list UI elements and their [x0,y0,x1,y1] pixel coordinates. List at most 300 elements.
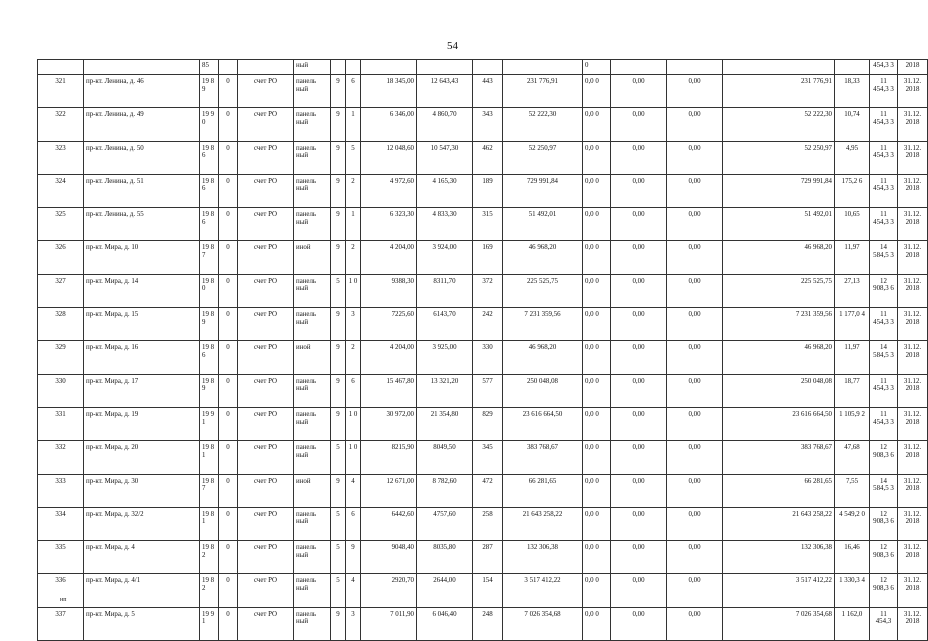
cell-area2: 10 547,30 [417,141,473,174]
cell-ent: 6 [346,75,361,108]
cell-cost: 23 616 664,50 [503,407,583,440]
cell-date: 31.12. 2018 [898,507,928,540]
cell-date: 31.12. 2018 [898,441,928,474]
cell-year: 19 81 [200,441,219,474]
cell-wall: панель ный [294,108,331,141]
cell-floors: 9 [331,141,346,174]
cell-area2: 21 354,80 [417,407,473,440]
cell-total: 132 306,38 [723,541,835,574]
cell-p-c: 0,00 [667,174,723,207]
cell-p-c: 0,00 [667,574,723,607]
cell-limit: 11 454,3 3 [870,407,898,440]
cell-n0: 0 [219,474,238,507]
cell-p-a: 0,0 0 [583,241,611,274]
cell-p-b: 0,00 [611,108,667,141]
cell-num: 334 [38,507,84,540]
cell-people: 169 [473,241,503,274]
table-row [38,407,928,440]
cell-area: 6 323,30 [361,208,417,241]
cell-year: 19 86 [200,341,219,374]
cell-spec: 18,77 [835,374,870,407]
cell-date: 31.12. 2018 [898,341,928,374]
cell-total: 51 492,01 [723,208,835,241]
cell-p-a: 0,0 0 [583,574,611,607]
cell-p-a: 0,0 0 [583,174,611,207]
cell-people: 330 [473,341,503,374]
cell-n0: 0 [219,574,238,607]
cell-p-a: 0,0 0 [583,474,611,507]
cell-people: 248 [473,607,503,640]
cell-fund: счет РО [238,474,294,507]
cell-limit: 14 584,5 3 [870,474,898,507]
cell-num: 326 [38,241,84,274]
cell-addr: пр-кт. Ленина, д. 50 [84,141,200,174]
cell-cost: 250 048,08 [503,374,583,407]
cell-area: 9388,30 [361,274,417,307]
cell-floors: 9 [331,108,346,141]
cell-ent: 1 [346,208,361,241]
cell-wall: панель ный [294,507,331,540]
cell-area: 12 671,00 [361,474,417,507]
cell-cost: 52 222,30 [503,108,583,141]
cell-p-b: 0,00 [611,241,667,274]
cell-limit: 12 908,3 6 [870,441,898,474]
cell-p-b: 0,00 [611,274,667,307]
table-row [38,374,928,407]
cell-p-a: 0,0 0 [583,208,611,241]
cell-num: 336 [38,574,84,607]
cell-people: 443 [473,75,503,108]
cell-area2: 8035,80 [417,541,473,574]
cell-wall: панель ный [294,441,331,474]
cell-p-c: 0,00 [667,75,723,108]
cell-year: 19 91 [200,407,219,440]
cell-p-a: 0,0 0 [583,374,611,407]
cell-area2: 8049,50 [417,441,473,474]
cell-p-a: 0,0 0 [583,274,611,307]
cell-ent: 4 [346,574,361,607]
cell-area2: 4757,60 [417,507,473,540]
cell-date: 31.12. 2018 [898,541,928,574]
table-row [38,341,928,374]
cell-floors: 9 [331,75,346,108]
cell-fund: счет РО [238,75,294,108]
cell-year: 19 90 [200,108,219,141]
cell-fund: счет РО [238,441,294,474]
cell-addr: пр-кт. Ленина, д. 49 [84,108,200,141]
cell-cost: 51 492,01 [503,208,583,241]
cell-p-a: 0,0 0 [583,441,611,474]
cell-total: 52 222,30 [723,108,835,141]
cell-ent: 1 0 [346,407,361,440]
cell-total: 46 968,20 [723,341,835,374]
cell-people: 242 [473,308,503,341]
cell-year: 19 89 [200,374,219,407]
cell-people: 462 [473,141,503,174]
table-row [38,241,928,274]
cell-year: 19 86 [200,208,219,241]
cell-total: 66 281,65 [723,474,835,507]
cell-area: 4 204,00 [361,341,417,374]
cell-total: 729 991,84 [723,174,835,207]
cell-spec: 4,95 [835,141,870,174]
cell-p-a: 0,0 0 [583,541,611,574]
cell-p-a: 0,0 0 [583,75,611,108]
cell-num: 321 [38,75,84,108]
cell-p-b: 0,00 [611,308,667,341]
cell-n0: 0 [219,208,238,241]
cell-people: 577 [473,374,503,407]
cell-people: 154 [473,574,503,607]
cell-p-b: 0,00 [611,174,667,207]
cell-limit: 11 454,3 3 [870,75,898,108]
cell-wall: панель ный [294,607,331,640]
cell-limit: 11 454,3 3 [870,141,898,174]
cell-p-c: 0,00 [667,241,723,274]
cell-limit: 12 908,3 6 [870,507,898,540]
cell-year: 19 87 [200,241,219,274]
cell-floors: 9 [331,308,346,341]
cell-area2: 2644,00 [417,574,473,607]
cell-limit: 14 584,5 3 [870,341,898,374]
cell-date: 31.12. 2018 [898,374,928,407]
cell-cost: 729 991,84 [503,174,583,207]
cell-fund: счет РО [238,574,294,607]
cell-date: 31.12. 2018 [898,241,928,274]
cell-floors: 5 [331,507,346,540]
cell-area2: 12 643,43 [417,75,473,108]
cell-ent: 4 [346,474,361,507]
cell-spec: 1 105,9 2 [835,407,870,440]
cell-addr: пр-кт. Мира, д. 14 [84,274,200,307]
cell-fund: счет РО [238,208,294,241]
cell-spec: 11,97 [835,241,870,274]
cell-year: 19 82 [200,574,219,607]
cell-area2: 4 860,70 [417,108,473,141]
cell-fund: счет РО [238,607,294,640]
table-row [38,108,928,141]
cell-n0: 0 [219,108,238,141]
cell-n0: 0 [219,75,238,108]
cell-ent: 1 [346,108,361,141]
cell-num: 335 [38,541,84,574]
cell-num: 328 [38,308,84,341]
cell-floors: 5 [331,274,346,307]
housing-table [37,59,928,641]
cell-area: 6 346,00 [361,108,417,141]
cell-num: 327 [38,274,84,307]
cell-cost: 46 968,20 [503,241,583,274]
table-row [38,75,928,108]
cell-n0: 0 [219,174,238,207]
cell-date: 31.12. 2018 [898,174,928,207]
cell-p-a: 0 [583,60,611,75]
cell-ent: 1 0 [346,274,361,307]
cell-area2: 6 046,40 [417,607,473,640]
cell-floors: 9 [331,208,346,241]
cell-limit: 11 454,3 [870,607,898,640]
cell-floors: 9 [331,407,346,440]
cell-addr: пр-кт. Мира, д. 4 [84,541,200,574]
cell-year: 19 80 [200,274,219,307]
cell-limit: 454,3 3 [870,60,898,75]
cell-cost: 3 517 412,22 [503,574,583,607]
cell-floors: 9 [331,341,346,374]
cell-p-c: 0,00 [667,341,723,374]
cell-floors: 5 [331,574,346,607]
cell-cost: 46 968,20 [503,341,583,374]
cell-ent: 2 [346,241,361,274]
cell-wall: панель ный [294,75,331,108]
cell-area: 7 011,90 [361,607,417,640]
cell-p-c: 0,00 [667,474,723,507]
cell-area2: 3 924,00 [417,241,473,274]
cell-spec: 16,46 [835,541,870,574]
cell-ent: 9 [346,541,361,574]
cell-area: 2920,70 [361,574,417,607]
cell-year: 19 86 [200,141,219,174]
table-row [38,141,928,174]
cell-p-c: 0,00 [667,607,723,640]
cell-addr: пр-кт. Мира, д. 30 [84,474,200,507]
cell-cost: 231 776,91 [503,75,583,108]
cell-n0: 0 [219,374,238,407]
cell-limit: 11 454,3 3 [870,208,898,241]
cell-cost: 7 231 359,56 [503,308,583,341]
cell-area2: 4 833,30 [417,208,473,241]
cell-p-a: 0,0 0 [583,308,611,341]
cell-people: 345 [473,441,503,474]
cell-wall: панель ный [294,407,331,440]
cell-fund: счет РО [238,507,294,540]
cell-date: 31.12. 2018 [898,474,928,507]
cell-p-a: 0,0 0 [583,607,611,640]
cell-wall: панель ный [294,374,331,407]
cell-num: 323 [38,141,84,174]
table-row-partial [38,60,928,75]
cell-p-c: 0,00 [667,141,723,174]
cell-cost: 383 768,67 [503,441,583,474]
cell-wall: панель ный [294,541,331,574]
cell-area: 4 972,60 [361,174,417,207]
cell-p-b: 0,00 [611,341,667,374]
cell-num: 325 [38,208,84,241]
cell-year: 19 89 [200,308,219,341]
cell-p-c: 0,00 [667,541,723,574]
cell-date: 31.12. 2018 [898,141,928,174]
cell-p-a: 0,0 0 [583,141,611,174]
cell-p-c: 0,00 [667,507,723,540]
cell-n0: 0 [219,407,238,440]
cell-addr: пр-кт. Мира, д. 17 [84,374,200,407]
cell-num: 337 [38,607,84,640]
cell-total: 383 768,67 [723,441,835,474]
cell-limit: 11 454,3 3 [870,108,898,141]
cell-n0: 0 [219,507,238,540]
cell-total: 52 250,97 [723,141,835,174]
cell-n0: 0 [219,308,238,341]
cell-n0: 0 [219,607,238,640]
cell-p-a: 0,0 0 [583,407,611,440]
cell-people: 372 [473,274,503,307]
cell-ent: 6 [346,507,361,540]
table-row [38,274,928,307]
cell-area2: 8311,70 [417,274,473,307]
cell-total: 231 776,91 [723,75,835,108]
cell-p-a: 0,0 0 [583,507,611,540]
cell-wall: панель ный [294,208,331,241]
cell-addr: пр-кт. Мира, д. 5 [84,607,200,640]
cell-spec: 10,65 [835,208,870,241]
cell-spec: 1 330,3 4 [835,574,870,607]
cell-date: 31.12. 2018 [898,574,928,607]
cell-wall: иной [294,474,331,507]
cell-wall: панель ный [294,574,331,607]
footer-mark: нп [60,597,67,603]
cell-num: 322 [38,108,84,141]
cell-num: 329 [38,341,84,374]
cell-fund: счет РО [238,241,294,274]
cell-limit: 12 908,3 6 [870,574,898,607]
cell-p-a: 0,0 0 [583,341,611,374]
cell-addr: пр-кт. Мира, д. 15 [84,308,200,341]
cell-p-a: 0,0 0 [583,108,611,141]
table-row [38,574,928,607]
cell-date: 31.12. 2018 [898,607,928,640]
cell-total: 7 231 359,56 [723,308,835,341]
cell-cost: 21 643 258,22 [503,507,583,540]
cell-cost: 225 525,75 [503,274,583,307]
cell-fund: счет РО [238,108,294,141]
cell-spec: 7,55 [835,474,870,507]
cell-spec: 18,33 [835,75,870,108]
cell-p-b: 0,00 [611,574,667,607]
cell-p-c: 0,00 [667,274,723,307]
cell-year: 19 82 [200,541,219,574]
cell-p-b: 0,00 [611,441,667,474]
cell-limit: 12 908,3 6 [870,541,898,574]
cell-date: 31.12. 2018 [898,407,928,440]
cell-limit: 14 584,5 3 [870,241,898,274]
cell-num: 330 [38,374,84,407]
cell-cost: 132 306,38 [503,541,583,574]
cell-p-b: 0,00 [611,474,667,507]
cell-floors: 9 [331,474,346,507]
cell-floors: 5 [331,541,346,574]
cell-p-b: 0,00 [611,208,667,241]
cell-wall: ный [294,60,331,75]
cell-people: 472 [473,474,503,507]
cell-p-b: 0,00 [611,607,667,640]
cell-people: 343 [473,108,503,141]
cell-limit: 12 908,3 6 [870,274,898,307]
cell-total: 225 525,75 [723,274,835,307]
cell-people: 315 [473,208,503,241]
cell-fund: счет РО [238,274,294,307]
cell-people: 287 [473,541,503,574]
cell-num: 331 [38,407,84,440]
cell-floors: 9 [331,374,346,407]
cell-p-b: 0,00 [611,75,667,108]
cell-limit: 11 454,3 3 [870,374,898,407]
cell-date: 31.12. 2018 [898,274,928,307]
cell-ent: 6 [346,374,361,407]
cell-fund: счет РО [238,174,294,207]
cell-p-b: 0,00 [611,374,667,407]
cell-addr: пр-кт. Мира, д. 4/1 [84,574,200,607]
cell-addr: пр-кт. Ленина, д. 55 [84,208,200,241]
cell-addr: пр-кт. Мира, д. 32/2 [84,507,200,540]
cell-people: 189 [473,174,503,207]
table-row [38,208,928,241]
cell-fund: счет РО [238,141,294,174]
cell-p-b: 0,00 [611,141,667,174]
cell-wall: панель ный [294,308,331,341]
cell-area2: 3 925,00 [417,341,473,374]
cell-p-c: 0,00 [667,108,723,141]
cell-p-b: 0,00 [611,407,667,440]
table-row [38,441,928,474]
cell-num: 324 [38,174,84,207]
cell-spec: 1 162,0 [835,607,870,640]
cell-year: 19 89 [200,75,219,108]
cell-ent: 5 [346,141,361,174]
cell-total: 23 616 664,50 [723,407,835,440]
cell-addr: пр-кт. Ленина, д. 51 [84,174,200,207]
cell-area: 6442,60 [361,507,417,540]
cell-total: 46 968,20 [723,241,835,274]
cell-n0: 0 [219,141,238,174]
cell-people: 258 [473,507,503,540]
cell-p-b: 0,00 [611,541,667,574]
cell-area: 4 204,00 [361,241,417,274]
cell-total: 3 517 412,22 [723,574,835,607]
cell-total: 7 026 354,68 [723,607,835,640]
cell-area: 9048,40 [361,541,417,574]
cell-p-b: 0,00 [611,507,667,540]
cell-spec: 11,97 [835,341,870,374]
cell-num: 332 [38,441,84,474]
cell-wall: иной [294,241,331,274]
table-row [38,507,928,540]
cell-area: 18 345,00 [361,75,417,108]
cell-area: 15 467,80 [361,374,417,407]
cell-floors: 9 [331,174,346,207]
cell-fund: счет РО [238,341,294,374]
cell-spec: 10,74 [835,108,870,141]
cell-wall: иной [294,341,331,374]
cell-total: 21 643 258,22 [723,507,835,540]
cell-limit: 11 454,3 3 [870,174,898,207]
cell-spec: 27,13 [835,274,870,307]
cell-cost: 66 281,65 [503,474,583,507]
cell-people: 829 [473,407,503,440]
cell-floors: 9 [331,607,346,640]
cell-date: 31.12. 2018 [898,308,928,341]
cell-addr: пр-кт. Мира, д. 10 [84,241,200,274]
cell-year: 19 86 [200,174,219,207]
cell-n0: 0 [219,441,238,474]
cell-floors: 9 [331,241,346,274]
cell-num: 333 [38,474,84,507]
cell-date: 2018 [898,60,928,75]
cell-area: 12 048,60 [361,141,417,174]
cell-area2: 6143,70 [417,308,473,341]
table-row [38,541,928,574]
cell-p-c: 0,00 [667,441,723,474]
cell-addr: пр-кт. Мира, д. 19 [84,407,200,440]
cell-area: 30 972,00 [361,407,417,440]
